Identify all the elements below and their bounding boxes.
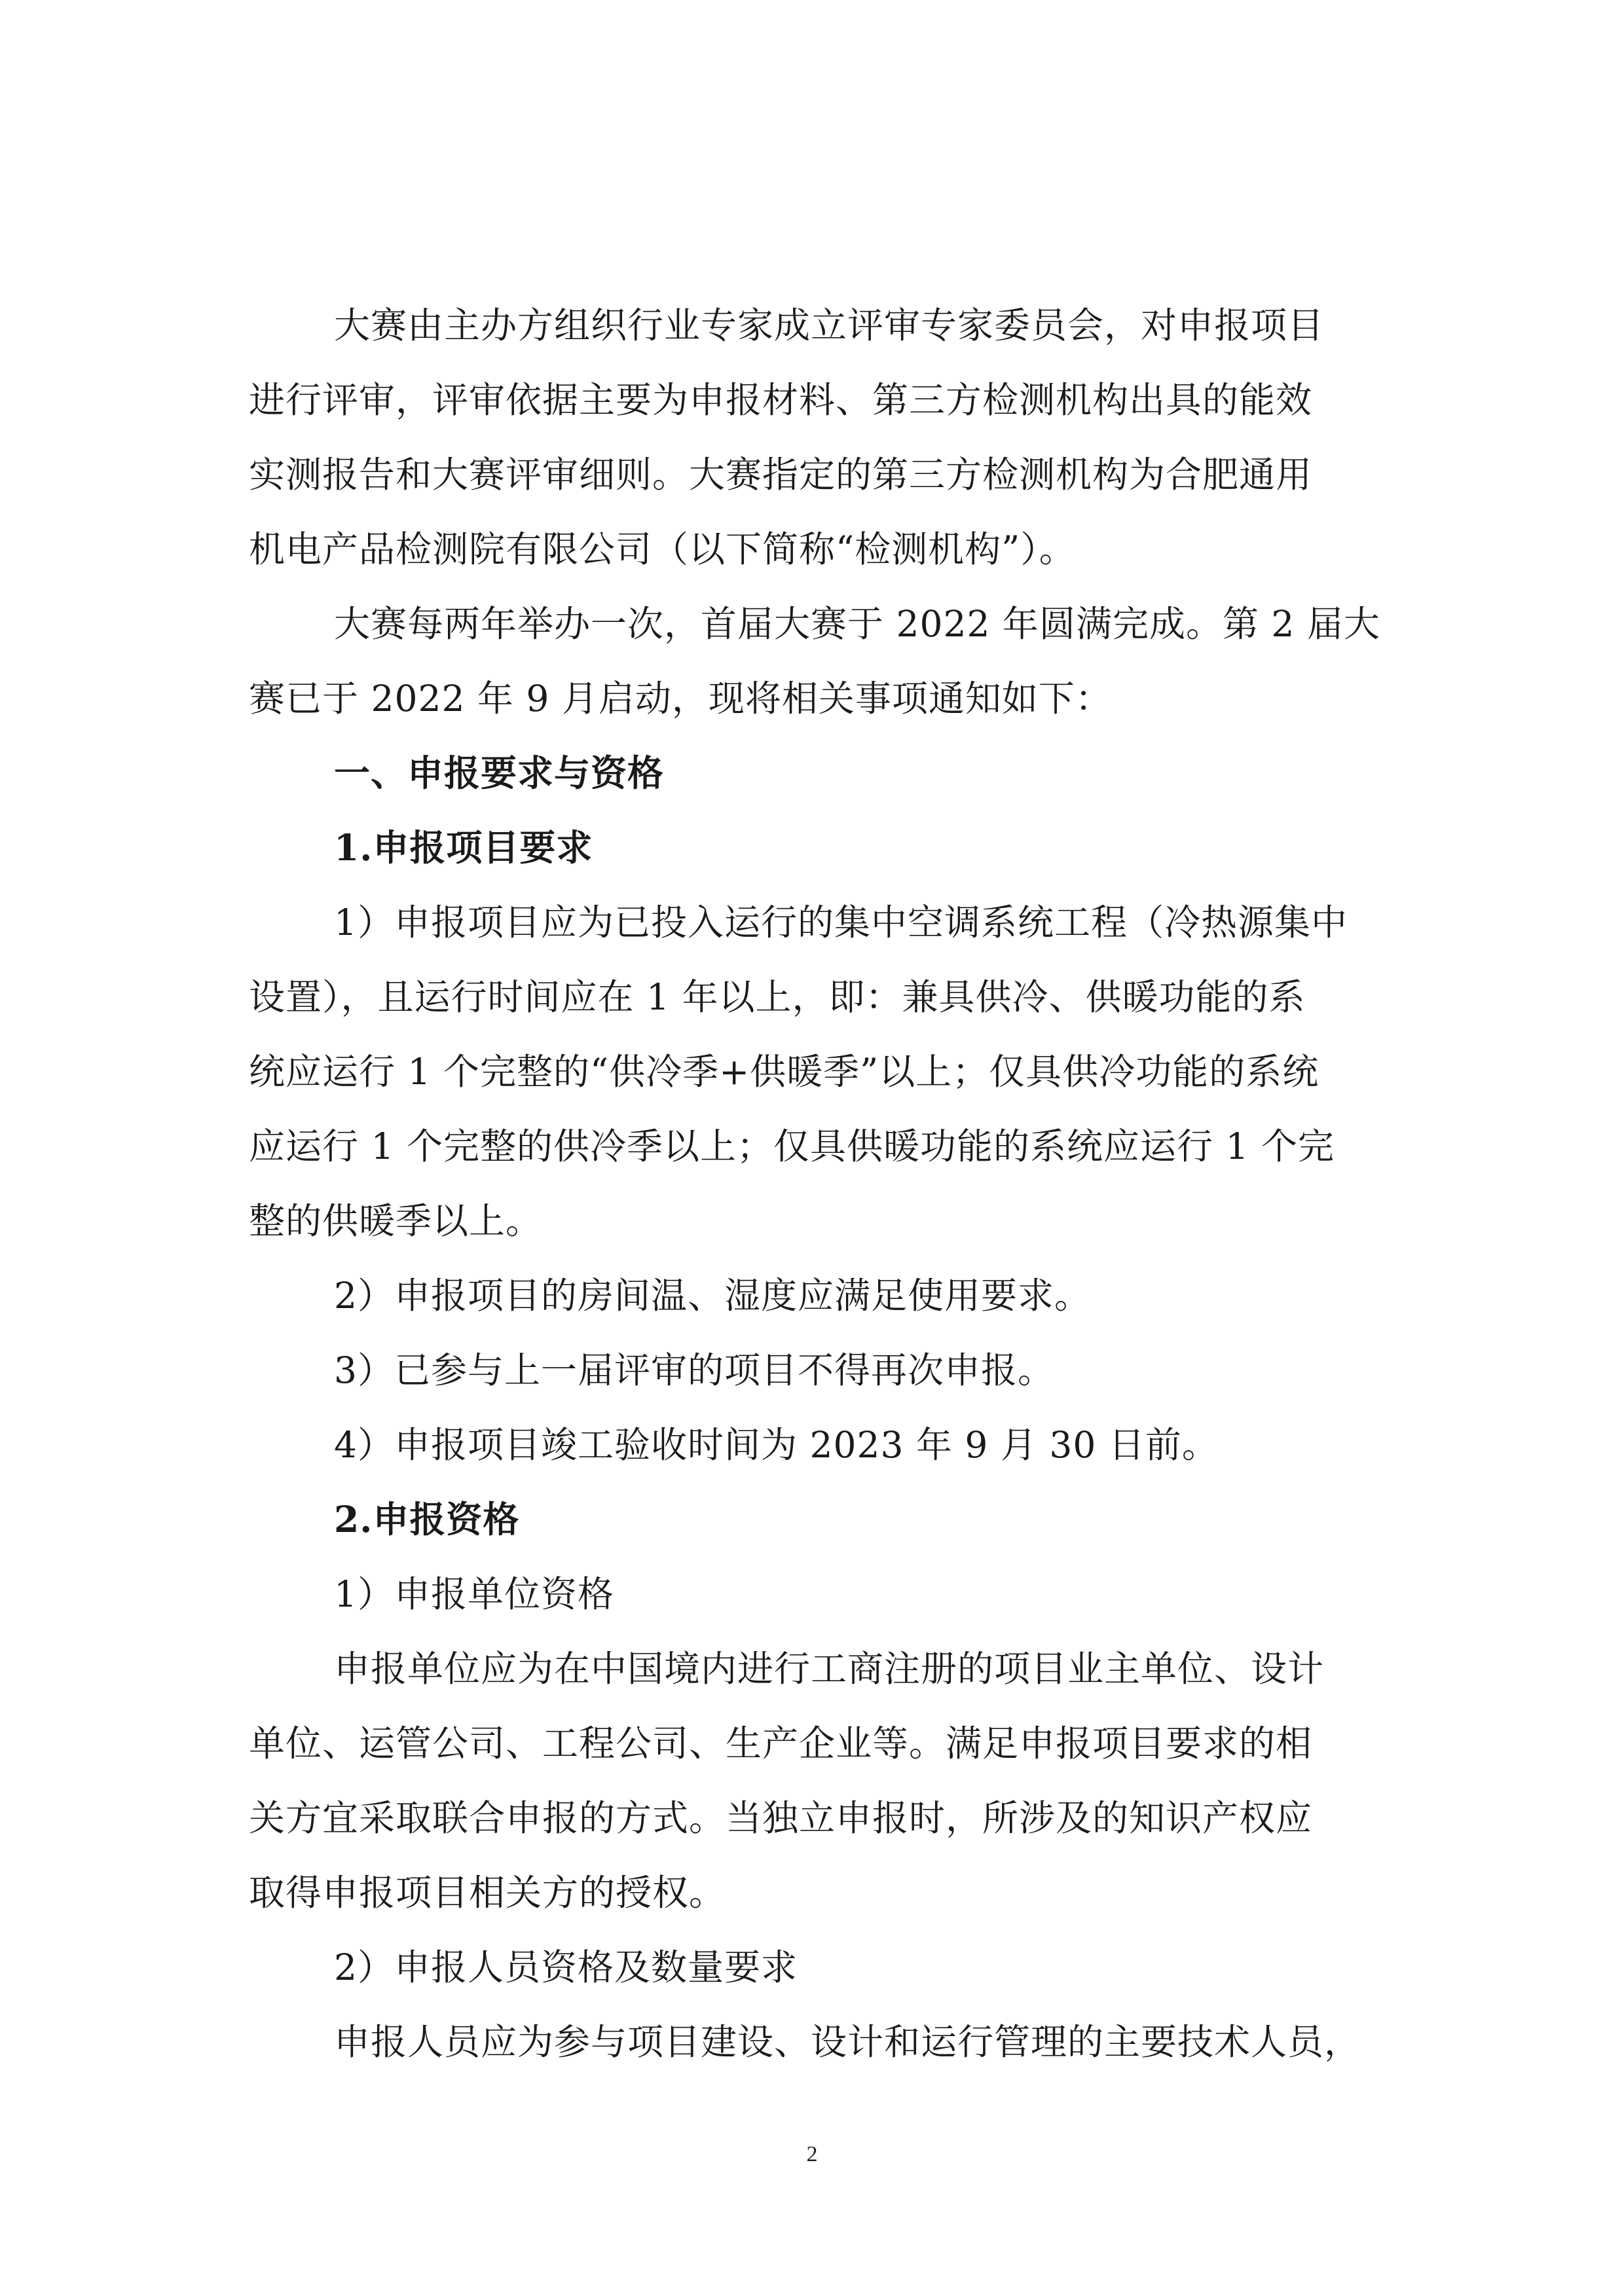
section-heading: 1.申报项目要求: [334, 826, 593, 869]
section-heading: 一、申报要求与资格: [334, 752, 665, 794]
text-line: 整的供暖季以上。: [249, 1200, 543, 1242]
text-line: 1）申报项目应为已投入运行的集中空调系统工程（冷热源集中: [334, 902, 1348, 943]
text-line: 设置），且运行时间应在 1 年以上，即：兼具供冷、供暖功能的系: [249, 976, 1306, 1018]
page-number: 2: [806, 2142, 818, 2166]
text-line: 3）已参与上一届评审的项目不得再次申报。: [334, 1349, 1054, 1391]
document-body: [249, 288, 1401, 2079]
text-line: 单位、运管公司、工程公司、生产企业等。满足申报项目要求的相: [249, 1722, 1313, 1764]
text-line: 申报单位应为在中国境内进行工商注册的项目业主单位、设计: [334, 1648, 1325, 1690]
text-line: 机电产品检测院有限公司（以下简称“检测机构”）。: [249, 528, 1076, 570]
text-line: 2）申报人员资格及数量要求: [334, 1946, 798, 1988]
text-line: 申报人员应为参与项目建设、设计和运行管理的主要技术人员，: [334, 2021, 1361, 2063]
text-line: 4）申报项目竣工验收时间为 2023 年 9 月 30 日前。: [334, 1424, 1219, 1466]
text-line: 取得申报项目相关方的授权。: [249, 1872, 726, 1914]
text-line: 2）申报项目的房间温、湿度应满足使用要求。: [334, 1275, 1091, 1317]
text-line: 赛已于 2022 年 9 月启动，现将相关事项通知如下：: [249, 678, 1112, 720]
text-line: 应运行 1 个完整的供冷季以上；仅具供暖功能的系统应运行 1 个完: [249, 1125, 1335, 1167]
text-line: 统应运行 1 个完整的“供冷季+供暖季”以上；仅具供冷功能的系统: [249, 1051, 1320, 1093]
text-line: 大赛每两年举办一次，首届大赛于 2022 年圆满完成。第 2 届大: [334, 603, 1380, 645]
section-heading: 2.申报资格: [334, 1498, 520, 1540]
text-line: 进行评审，评审依据主要为申报材料、第三方检测机构出具的能效: [249, 379, 1313, 421]
text-line: 关方宜采取联合申报的方式。当独立申报时，所涉及的知识产权应: [249, 1797, 1313, 1839]
text-line: 大赛由主办方组织行业专家成立评审专家委员会，对申报项目: [334, 304, 1325, 346]
text-line: 1）申报单位资格: [334, 1573, 614, 1615]
text-line: 实测报告和大赛评审细则。大赛指定的第三方检测机构为合肥通用: [249, 454, 1313, 496]
